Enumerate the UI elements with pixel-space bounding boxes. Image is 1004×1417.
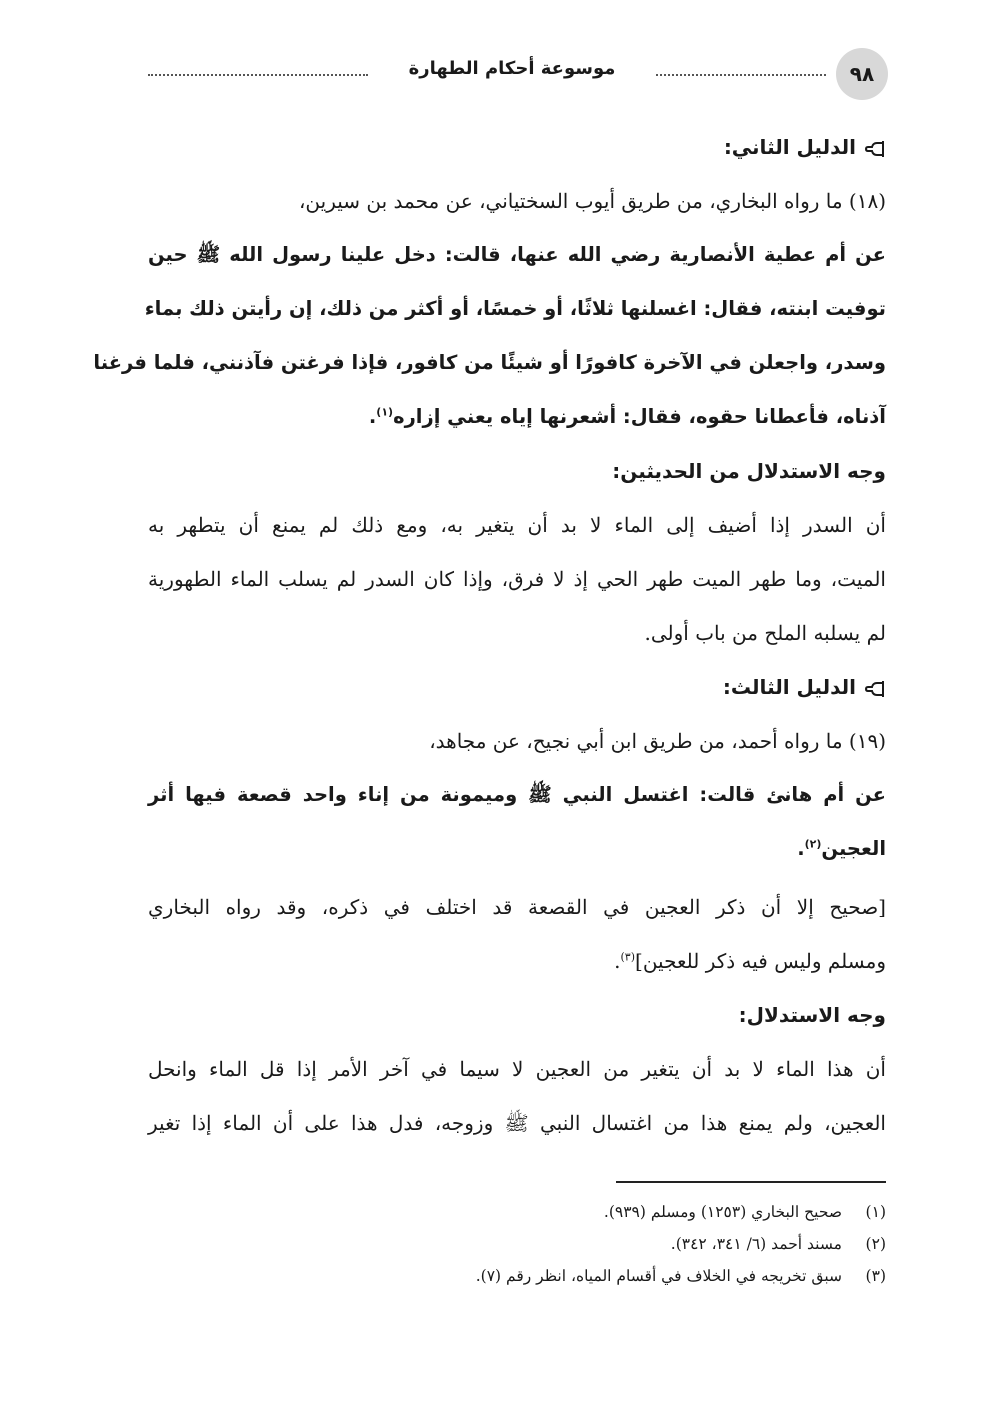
- footnote-ref[interactable]: (٣): [620, 950, 636, 964]
- footnote-separator: [616, 1181, 886, 1183]
- paragraph-line: لم يسلبه الملح من باب أولى.: [644, 621, 886, 645]
- hadith-text-line: العجين$^{(٢)}$.: [797, 837, 886, 860]
- footnotes: [148, 1196, 886, 1292]
- section-heading-inference-2: وجه الاستدلال:: [738, 1003, 886, 1027]
- paragraph-line: الميت، وما طهر الميت طهر الحي إذ لا فرق، وإذا كان السدر لم يسلب الماء الطهورية: [148, 567, 886, 591]
- footnote-ref[interactable]: (٢): [804, 837, 822, 851]
- hadith-chain: (١٨) ما رواه البخاري، من طريق أيوب السختياني، عن محمد بن سيرين،: [298, 189, 886, 213]
- grading-line: [صحيح إلا أن ذكر العجين في القصعة قد اختلف في ذكره، وقد رواه البخاري: [148, 895, 886, 919]
- hadith-text-line: توفيت ابنته، فقال: اغسلنها ثلاثًا، أو خمسًا، أو أكثر من ذلك، إن رأيتن ذلك بماء: [144, 297, 886, 320]
- hadith-chain: (١٩) ما رواه أحمد، من طريق ابن أبي نجيح، عن مجاهد،: [429, 729, 886, 753]
- hadith-text-line: عن أم هانئ قالت: اغتسل النبي ﷺ وميمونة من إناء واحد قصعة فيها أثر: [148, 783, 886, 806]
- footnote: (٣)سبق تخريجه في الخلاف في أقسام المياه، انظر رقم (٧).: [475, 1267, 886, 1285]
- paragraph-line: العجين، ولم يمنع هذا من اغتسال النبي ﷺ وزوجه، فدل هذا على أن الماء إذا تغير: [148, 1111, 886, 1135]
- page-header: [148, 48, 888, 100]
- section-heading-inference-1: وجه الاستدلال من الحديثين:: [612, 459, 886, 483]
- section-heading-evidence-3: الدليل الثالث:: [148, 660, 886, 714]
- hand-pointer-icon: [864, 139, 886, 159]
- hadith-text-line: عن أم عطية الأنصارية رضي الله عنها، قالت: دخل علينا رسول الله ﷺ حين: [148, 243, 886, 266]
- footnote: (٢)مسند أحمد (٦/ ٣٤١، ٣٤٢).: [670, 1235, 886, 1253]
- running-title: موسوعة أحكام الطهارة: [408, 58, 616, 79]
- header-dotted-rule-right: [656, 74, 826, 76]
- header-dotted-rule-left: [148, 74, 368, 76]
- paragraph-line: أن هذا الماء لا بد أن يتغير من العجين لا سيما في آخر الأمر إذا قل الماء وانحل: [148, 1057, 886, 1081]
- hadith-text-line: آذناه، فأعطانا حقوه، فقال: أشعرنها إياه يعني إزاره$^{(١)}$.: [368, 405, 886, 428]
- hand-pointer-icon: [864, 679, 886, 699]
- grading-line: ومسلم وليس فيه ذكر للعجين]$^{(٣)}$.: [614, 949, 886, 973]
- hadith-text-line: وسدر، واجعلن في الآخرة كافورًا أو شيئًا من كافور، فإذا فرغتن فآذنني، فلما فرغنا: [93, 351, 886, 374]
- section-heading-evidence-2: الدليل الثاني:: [148, 120, 886, 174]
- footnote: (١)صحيح البخاري (١٢٥٣) ومسلم (٩٣٩).: [603, 1203, 886, 1221]
- main-text: [93, 120, 886, 1150]
- page-number: ٩٨: [836, 48, 888, 100]
- footnote-ref[interactable]: (١): [376, 405, 394, 419]
- paragraph-line: أن السدر إذا أضيف إلى الماء لا بد أن يتغير به، ومع ذلك لم يمنع أن يتطهر به: [148, 513, 886, 537]
